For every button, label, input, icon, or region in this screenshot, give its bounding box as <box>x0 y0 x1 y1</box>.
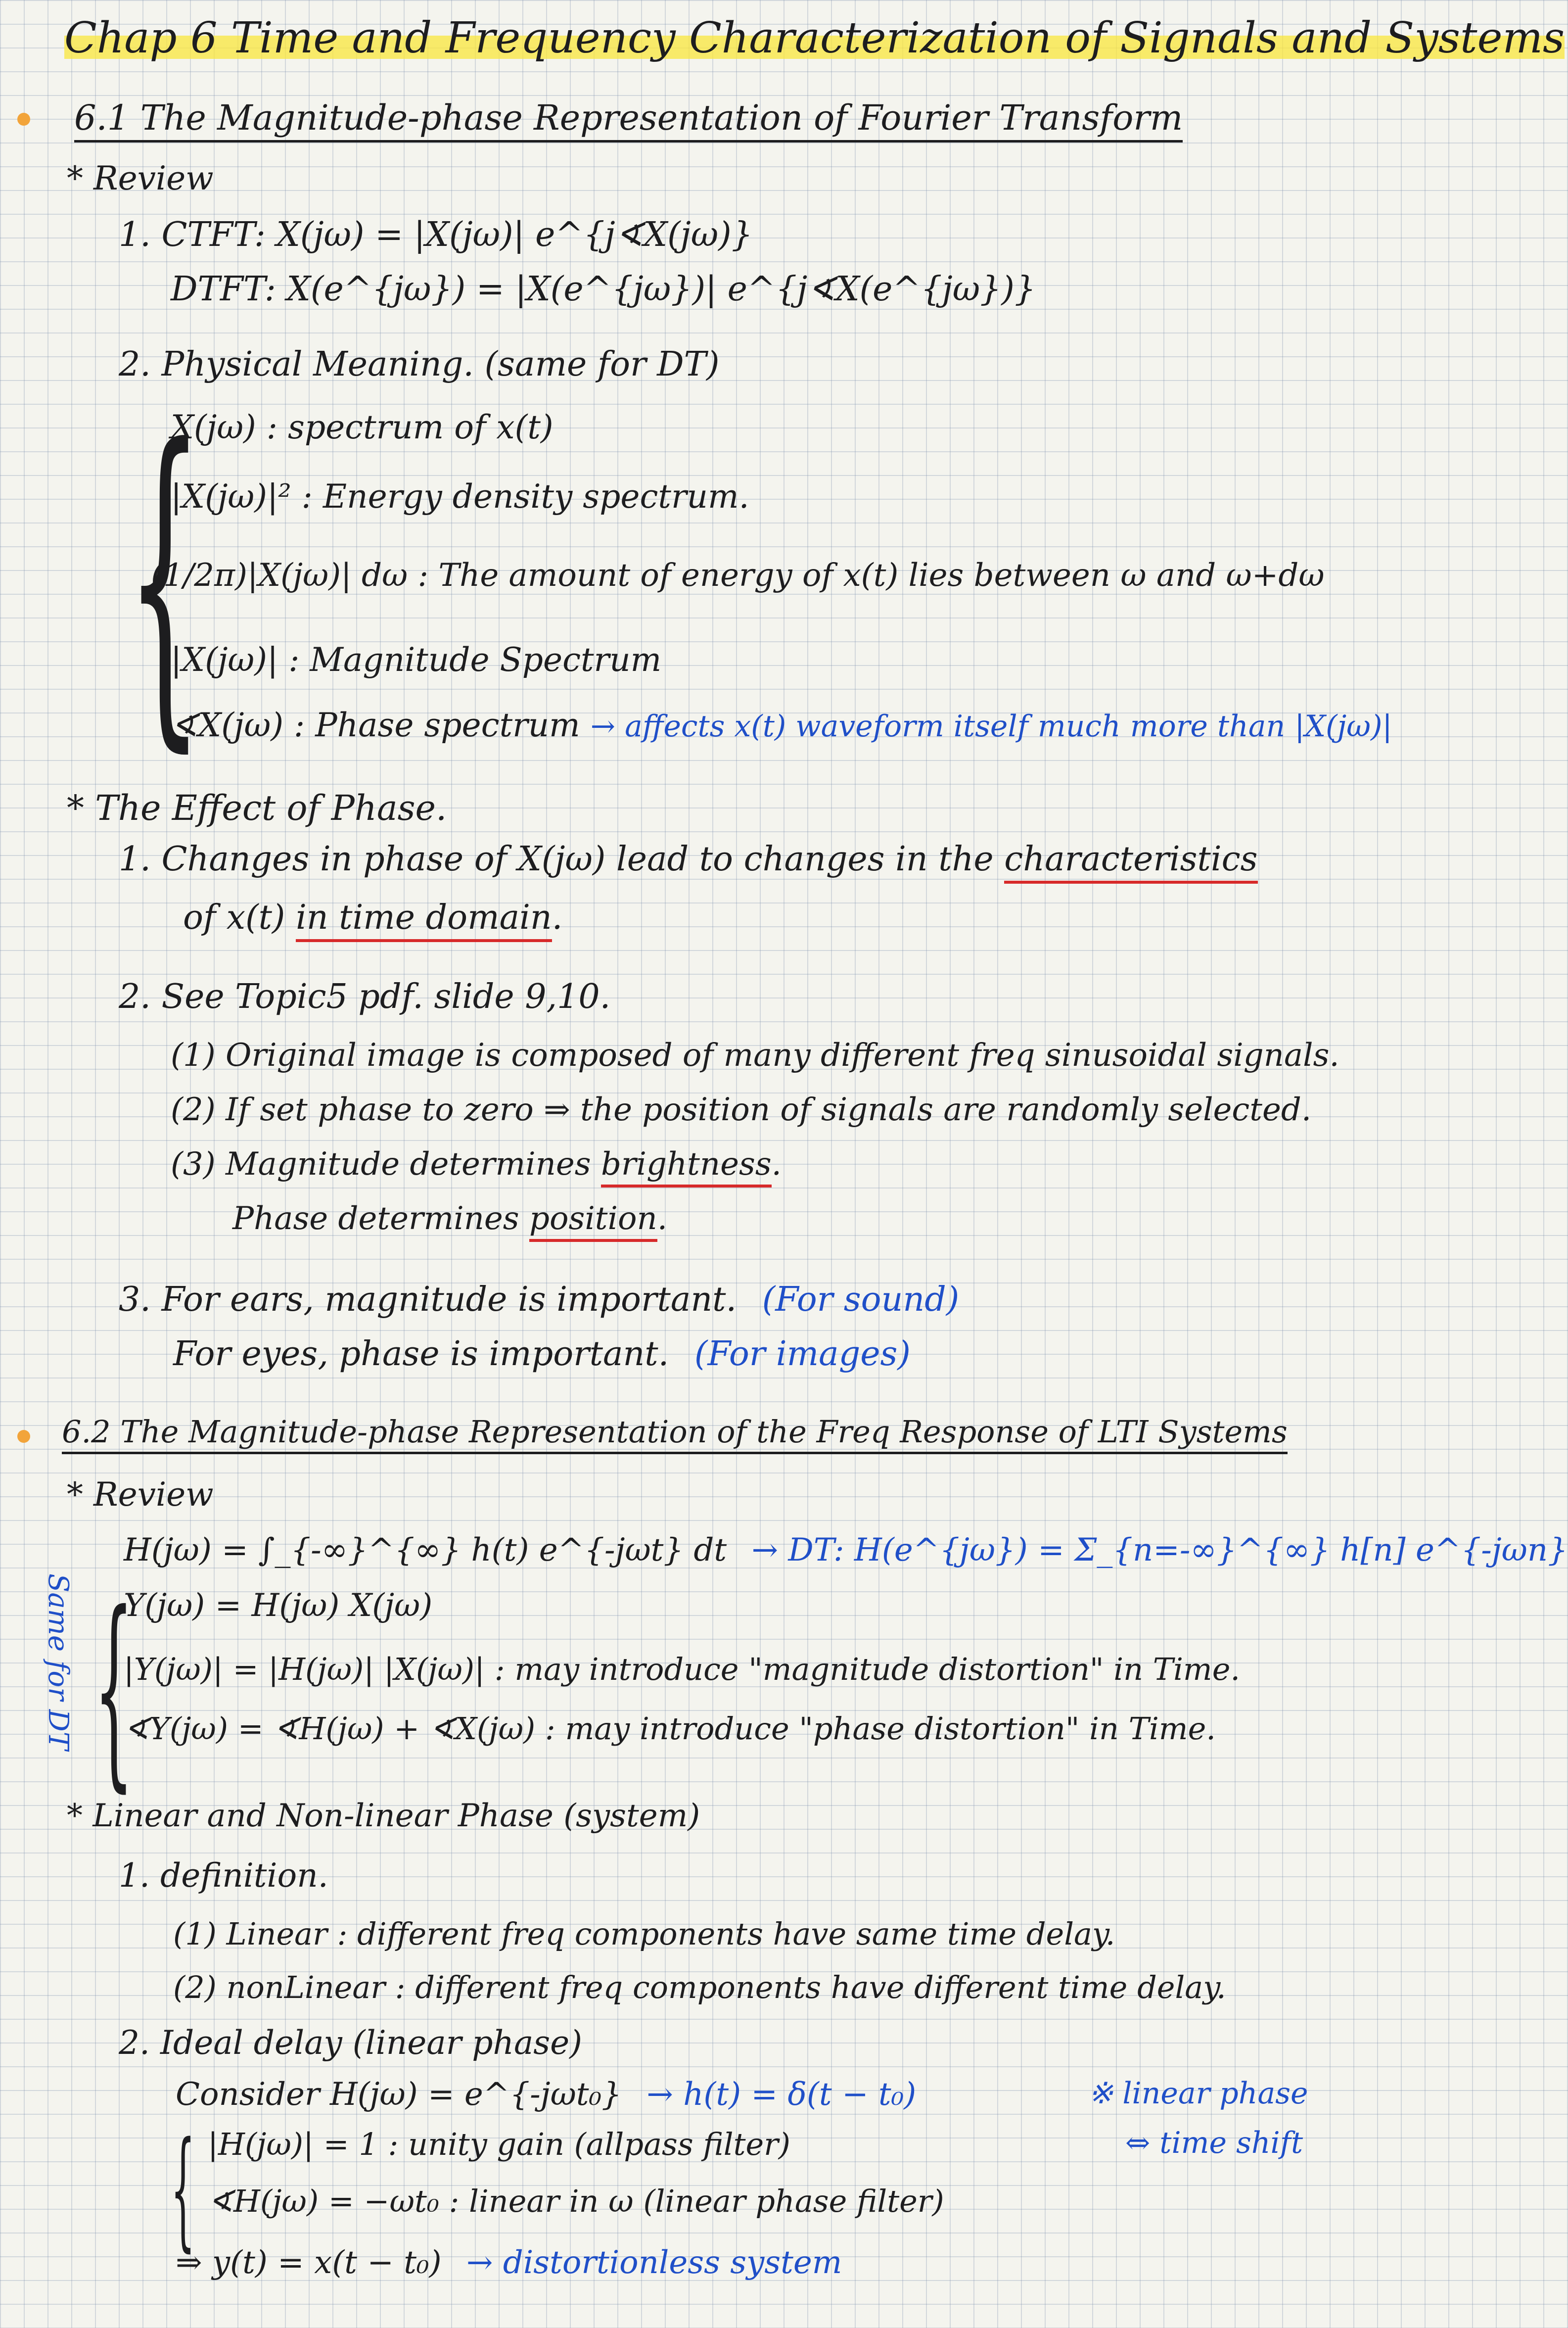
freq-response-formula: H(jω) = ∫_{-∞}^{∞} h(t) e^{-jωt} dt <box>124 1532 727 1568</box>
meaning-magnitude: |X(jω)| : Magnitude Spectrum <box>171 641 662 679</box>
meaning-phase: ∢X(jω) : Phase spectrum <box>171 706 580 744</box>
output-spectrum: Y(jω) = H(jω) X(jω) <box>124 1587 433 1624</box>
unity-gain: |H(jω)| = 1 : unity gain (allpass filter) <box>208 2126 790 2162</box>
effect-2-item-3: (3) Magnitude determines <box>171 1146 601 1183</box>
ideal-delay-heading: 2. Ideal delay (linear phase) <box>119 2024 582 2062</box>
ctft-formula: 1. CTFT: X(jω) = |X(jω)| e^{j∢X(jω)} <box>119 215 753 254</box>
same-for-dt-note: Same for DT <box>42 1573 74 1751</box>
review-label-2: * Review <box>67 1475 214 1514</box>
effect-2-item-1: (1) Original image is composed of many different freq sinusoidal signals. <box>171 1037 1339 1074</box>
linear-phase-filter: ∢H(jω) = −ωt₀ : linear in ω (linear phase filter) <box>208 2183 944 2219</box>
chapter-title: Chap 6 Time and Frequency Characterization of Signals and Systems <box>64 13 1565 63</box>
effect-of-phase-heading: * The Effect of Phase. <box>67 788 447 828</box>
output-brace: { <box>94 1568 134 1810</box>
position-emphasis: position <box>529 1200 657 1242</box>
linear-phase-heading: * Linear and Non-linear Phase (system) <box>67 1798 700 1834</box>
distortionless-note: → distortionless system <box>466 2244 842 2281</box>
brightness-emphasis: brightness <box>601 1146 772 1188</box>
impulse-response-note: → h(t) = δ(t − t₀) <box>646 2076 917 2113</box>
for-images-note: (For images) <box>694 1334 911 1374</box>
meaning-brace: { <box>126 377 203 780</box>
dtft-formula: DTFT: X(e^{jω}) = |X(e^{jω})| e^{j∢X(e^{jω})} <box>171 270 1036 309</box>
meaning-energy-density: |X(jω)|² : Energy density spectrum. <box>171 477 749 516</box>
definition-nonlinear: (2) nonLinear : different freq components have different time delay. <box>173 1969 1226 2005</box>
consider-formula: Consider H(jω) = e^{-jωt₀} <box>176 2076 622 2113</box>
effect-1-text: 1. Changes in phase of X(jω) lead to changes in the <box>119 840 1005 879</box>
meaning-energy-amount: (1/2π)|X(jω)| dω : The amount of energy of x(t) lies between ω and ω+dω <box>151 557 1325 594</box>
section-bullet <box>17 113 30 126</box>
time-domain-emphasis: in time domain <box>296 898 552 942</box>
effect-2-item-2: (2) If set phase to zero ⇒ the position of signals are randomly selected. <box>171 1092 1312 1128</box>
section-bullet <box>17 1430 30 1443</box>
dt-freq-response: → DT: H(e^{jω}) = Σ_{n=-∞}^{∞} h[n] e^{-jωn} <box>751 1532 1568 1568</box>
result-output: ⇒ y(t) = x(t − t₀) <box>176 2244 442 2281</box>
linear-phase-side-note: ※ linear phase <box>1088 2076 1308 2111</box>
review-label: * Review <box>67 159 214 197</box>
characteristics-emphasis: characteristics <box>1004 840 1257 884</box>
effect-3-ears: 3. For ears, magnitude is important. <box>119 1280 737 1319</box>
notebook-page: Chap 6 Time and Frequency Characterization of Signals and Systems 6.1 The Magnitude-phase Representation of Fourier Transform * Review 1. CTFT: X(jω) = |X(jω)| e^{j∢X(jω)} DTFT: X(e^{jω}) = |X(e^{jω})| e^{j∢X(e^{jω})} 2. Physical Meaning. (same for DT) { X(jω) : spectrum of x(t) |X(jω)|² : Energy density spectrum. (1/2π)|X(jω)| dω : The amount of energy of x(t) lies between ω and ω+dω |X(jω)| : Magnitude Spectrum ∢X(jω) : Phase spectrum → affects x(t) waveform itself much more than |X(jω)| * The Effect of Phase. 1. Changes in phase of X(jω) lead to changes in the characteristics of x(t) in time domain. 2. See Topic5 pdf. slide 9,10. (1) Original image is composed of many different freq sinusoidal signals. (2) If set phase to zero ⇒ the position of signals are randomly selected. (3) Magnitude determines brightness. Phase determines position. 3. For ears, magnitude is important. (For sound) For eyes, phase is important. (For images) 6.2 The Magnitude-phase Representation of the Freq Response of LTI Systems * Review H(jω) = ∫_{-∞}^{∞} h(t) e^{-jωt} dt → DT: H(e^{jω}) = Σ_{n=-∞}^{∞} h[n] e^{-jωn} Same for DT { Y(jω) = H(jω) X(jω) |Y(jω)| = |H(jω)| |X(jω)| : may introduce "magnitude distortion" in Time. ∢Y(jω) = ∢H(jω) + ∢X(jω) : may introduce "phase distortion" in Time. * Linear and Non-linear Phase (system) 1. definition. (1) Linear : different freq components have same time delay. (2) nonLinear : different freq components have different time delay. 2. Ideal delay (linear phase) Consider H(jω) = e^{-jωt₀} → h(t) = δ(t − t₀) ※ linear phase ⇔ time shift { |H(jω)| = 1 : unity gain (allpass filter) ∢H(jω) = −ωt₀ : linear in ω (linear phase filter) ⇒ y(t) = x(t − t₀) → distortionless system <box>0 0 1484 2328</box>
definition-linear: (1) Linear : different freq components have same time delay. <box>173 1916 1115 1952</box>
for-sound-note: (For sound) <box>762 1280 960 1319</box>
definition-label: 1. definition. <box>119 1856 328 1895</box>
meaning-spectrum: X(jω) : spectrum of x(t) <box>171 408 553 446</box>
effect-1-cont: of x(t) <box>183 898 296 937</box>
section-6-2-heading: 6.2 The Magnitude-phase Representation of the Freq Response of LTI Systems <box>62 1414 1288 1454</box>
time-shift-side-note: ⇔ time shift <box>1125 2126 1303 2160</box>
effect-3-eyes: For eyes, phase is important. <box>173 1334 669 1374</box>
phase-note: → affects x(t) waveform itself much more than |X(jω)| <box>590 709 1392 744</box>
section-6-1-heading: 6.1 The Magnitude-phase Representation of Fourier Transform <box>74 97 1183 143</box>
effect-2-text: 2. See Topic5 pdf. slide 9,10. <box>119 977 611 1016</box>
output-magnitude: |Y(jω)| = |H(jω)| |X(jω)| : may introduce "magnitude distortion" in Time. <box>124 1651 1241 1687</box>
consider-brace: { <box>171 2115 195 2264</box>
output-phase: ∢Y(jω) = ∢H(jω) + ∢X(jω) : may introduce "phase distortion" in Time. <box>124 1710 1216 1747</box>
effect-2-item-4: Phase determines <box>232 1200 529 1237</box>
physical-meaning-heading: 2. Physical Meaning. (same for DT) <box>119 345 720 384</box>
